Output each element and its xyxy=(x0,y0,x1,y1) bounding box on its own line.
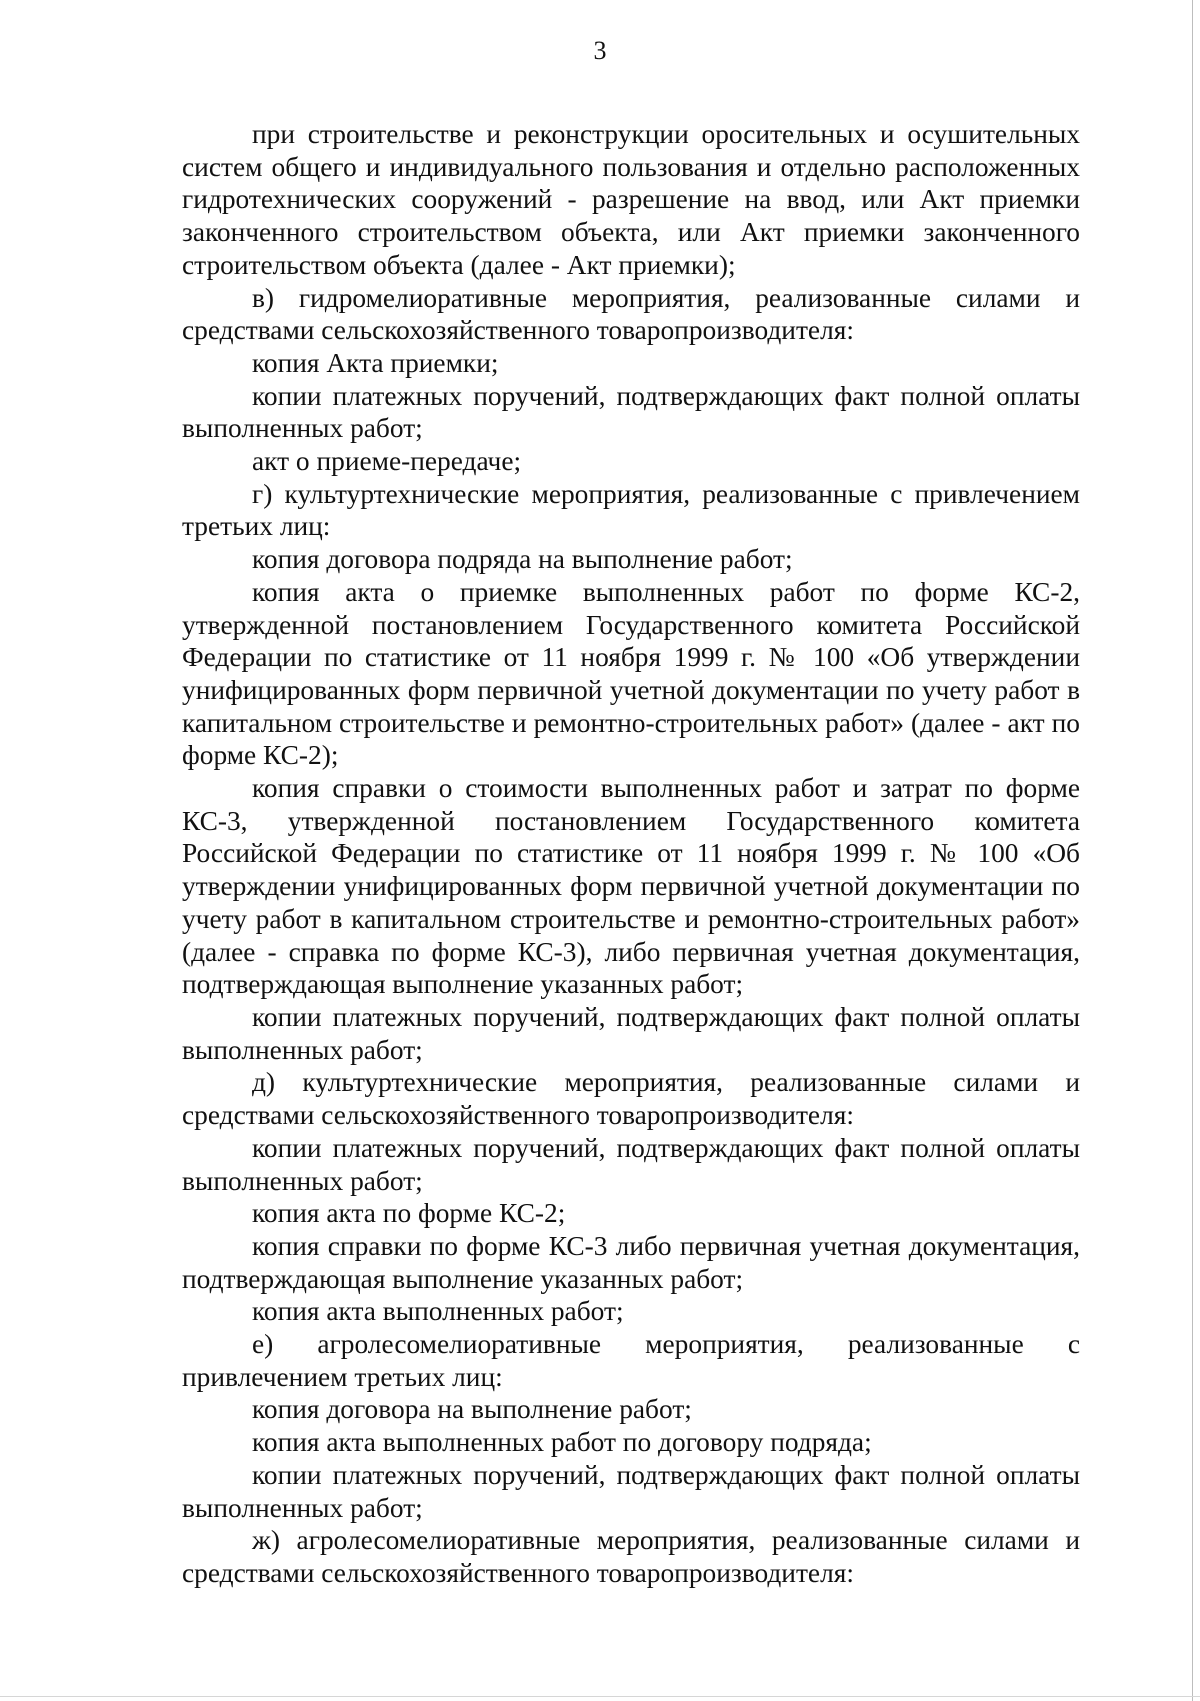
paragraph-ks2-copy-short: копия акта по форме КС-2; xyxy=(252,1198,566,1229)
paragraph-contract-works-act: копия акта выполненных работ по договору подряда; xyxy=(252,1427,872,1458)
scan-edge-right xyxy=(1192,0,1193,1701)
paragraph-transfer-act: акт о приеме-передаче; xyxy=(252,446,522,477)
paragraph-ks2-act-copy: копия акта о приемке выполненных работ по форме КС-2, утвержденной постановлением Государственного комитета Российской Федерации по статистике от 11 ноября 1999 г. № 100 «Об утверждении унифицированных форм первичной учетной документации по учету работ в капитальном строительстве и ремонтно-строительных работ» (далее - акт по форме КС-2); xyxy=(182,576,1080,771)
paragraph-payment-orders-1: копии платежных поручений, подтверждающих факт полной оплаты выполненных работ; xyxy=(182,380,1080,444)
paragraph-completed-works-act: копия акта выполненных работ; xyxy=(252,1296,624,1327)
scan-edge-bottom xyxy=(0,1696,1200,1697)
paragraph-contract-copy: копия договора подряда на выполнение работ; xyxy=(252,544,793,575)
paragraph-payment-orders-2: копии платежных поручений, подтверждающих факт полной оплаты выполненных работ; xyxy=(182,1001,1080,1065)
paragraph-payment-orders-3: копии платежных поручений, подтверждающих факт полной оплаты выполненных работ; xyxy=(182,1132,1080,1196)
paragraph-works-contract-copy: копия договора на выполнение работ; xyxy=(252,1394,692,1425)
document-body xyxy=(182,118,1080,1590)
paragraph-item-zh: ж) агролесомелиоративные мероприятия, реализованные силами и средствами сельскохозяйственного товаропроизводителя: xyxy=(182,1525,1080,1588)
paragraph-ks3-copy-short: копия справки по форме КС-3 либо первичная учетная документация, подтверждающая выполнение указанных работ; xyxy=(182,1230,1080,1294)
paragraph-item-v: в) гидромелиоративные мероприятия, реализованные силами и средствами сельскохозяйственного товаропроизводителя: xyxy=(182,282,1080,346)
paragraph-item-e: е) агролесомелиоративные мероприятия, реализованные с привлечением третьих лиц: xyxy=(182,1329,1080,1392)
paragraph-ks3-certificate-copy: копия справки о стоимости выполненных работ и затрат по форме КС-3, утвержденной постановлением Государственного комитета Российской Федерации по статистике от 11 ноября 1999 г. № 100 «Об утверждении унифицированных форм первичной учетной документации по учету работ в капитальном строительстве и ремонтно-строительных работ» (далее - справка по форме КС-3), либо первичная учетная документация, подтверждающая выполнение указанных работ; xyxy=(182,773,1080,1000)
page-number: 3 xyxy=(593,36,607,65)
paragraph-item-d: д) культуртехнические мероприятия, реализованные силами и средствами сельскохозяйственного товаропроизводителя: xyxy=(182,1067,1080,1131)
paragraph-item-g: г) культуртехнические мероприятия, реализованные с привлечением третьих лиц: xyxy=(182,478,1080,542)
paragraph-acceptance-act-copy: копия Акта приемки; xyxy=(252,347,499,378)
paragraph-construction-docs: при строительстве и реконструкции оросительных и осушительных систем общего и индивидуального пользования и отдельно расположенных гидротехнических сооружений - разрешение на ввод, или Акт приемки законченного строительством объекта, или Акт приемки законченного строительством объекта (далее - Акт приемки); xyxy=(182,119,1080,280)
paragraph-payment-orders-4: копии платежных поручений, подтверждающих факт полной оплаты выполненных работ; xyxy=(182,1459,1080,1523)
